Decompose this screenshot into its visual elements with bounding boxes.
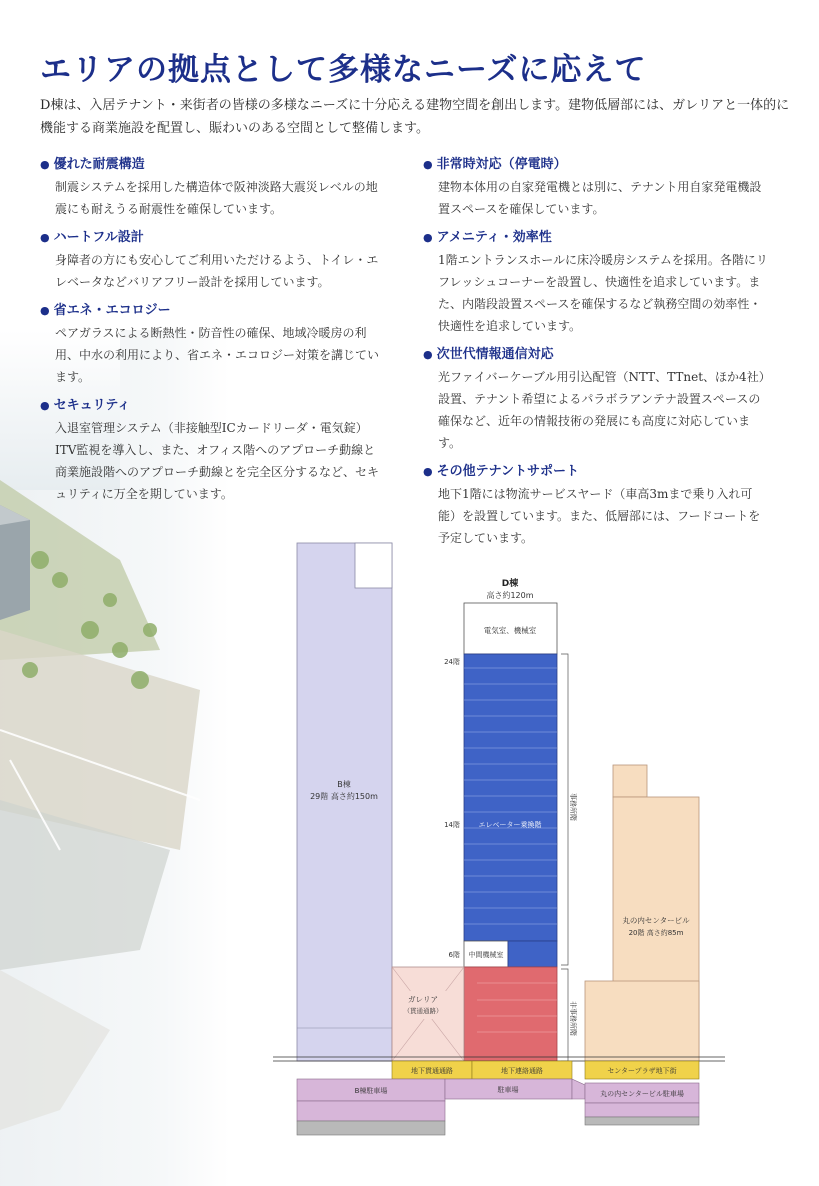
elevator-transfer-label: エレベーター乗換階 <box>478 821 542 829</box>
mid-machine-room-label: 中間機械室 <box>468 951 504 959</box>
floor-bracket-annotations <box>561 654 568 1061</box>
feature-body: 身障者の方にも安心してご利用いただけるよう、トイレ・エレベータなどバリアフリー設計を採用しています。 <box>55 253 379 289</box>
galleria <box>392 967 464 1061</box>
bullet-icon: ● <box>40 399 50 412</box>
galleria-label: ガレリア <box>408 995 438 1004</box>
feature-heading: ● 省エネ・エコロジー <box>40 303 171 318</box>
d-building-height-label: 高さ約120m <box>486 591 534 600</box>
feature-heading: ● 非常時対応（停電時） <box>423 157 567 172</box>
bullet-icon: ● <box>423 465 433 478</box>
feature-telecom <box>423 345 768 454</box>
intro-paragraph: D棟は、入居テナント・来街者の皆様の多様なニーズに十分応える建物空間を創出します。建物低層部には、ガレリアと一体的に機能する商業施設を配置し、賑わいのある空間として整備します。 <box>40 98 790 136</box>
feature-emergency <box>423 155 768 220</box>
bullet-icon: ● <box>40 158 50 171</box>
floor-24-label: 24階 <box>444 658 460 666</box>
feature-body: 地下1階には物流サービスヤード（車高3mまで乗り入れ可能）を設置しています。また、低層部には、フードコートを予定しています。 <box>438 487 761 545</box>
page-title: エリアの拠点として多様なニーズに応えて <box>40 52 647 88</box>
feature-body: 入退室管理システム（非接触型ICカードリーダ・電気錠）ITV監視を導入し、また、オフィス階へのアプローチ動線と商業施設階へのアプローチ動線とを完全区分するなど、セキュリティに万全を期しています。 <box>55 421 380 501</box>
non-office-floors-label: 非事務所階 <box>569 1001 577 1036</box>
parking-levels <box>297 1079 699 1121</box>
feature-body: 1階エントランスホールに床冷暖房システムを採用。各階にリフレッシュコーナーを設置し、快適性を追求しています。また、内階段設置スペースを確保するなど執務空間の効率性・快適性を追求しています。 <box>438 253 768 333</box>
marunouchi-center-building <box>585 765 699 1061</box>
feature-heartful <box>40 228 385 293</box>
d-building-label: D棟 <box>501 579 519 589</box>
machine-room-label: 電気室、機械室 <box>483 626 537 635</box>
b-building-label: B棟 <box>337 780 351 789</box>
underground-through-label: 地下貫通通路 <box>411 1067 453 1075</box>
feature-heading: ● ハートフル設計 <box>40 230 144 245</box>
feature-security <box>40 396 385 505</box>
feature-amenity <box>423 228 768 337</box>
feature-body: 制震システムを採用した構造体で阪神淡路大震災レベルの地震にも耐えうる耐震性を確保しています。 <box>55 180 378 216</box>
floor-6-label: 6階 <box>448 951 460 959</box>
bullet-icon: ● <box>40 304 50 317</box>
feature-body: ペアガラスによる断熱性・防音性の確保、地域冷暖房の利用、中水の利用により、省エネ・エコロジー対策を講じています。 <box>55 326 380 384</box>
d-building <box>453 577 557 1061</box>
floor-14-label: 14階 <box>444 821 460 829</box>
bullet-icon: ● <box>423 231 433 244</box>
feature-seismic <box>40 155 385 220</box>
parking-label: 駐車場 <box>497 1086 519 1094</box>
bullet-icon: ● <box>423 348 433 361</box>
features-right-column <box>423 155 768 557</box>
features-left-column <box>40 155 385 513</box>
center-plaza-label: センタープラザ地下街 <box>607 1067 677 1075</box>
office-floors-label: 事務所階 <box>569 793 577 821</box>
feature-heading: ● その他テナントサポート <box>423 464 579 479</box>
floor-markers <box>444 657 460 959</box>
building-section-diagram <box>265 535 745 1145</box>
underground-link-label: 地下連絡通路 <box>501 1067 543 1075</box>
feature-heading: ● 次世代情報通信対応 <box>423 347 554 362</box>
bullet-icon: ● <box>40 231 50 244</box>
feature-body: 建物本体用の自家発電機とは別に、テナント用自家発電機設置スペースを確保しています。 <box>438 180 762 216</box>
feature-heading: ● セキュリティ <box>40 398 131 413</box>
underground-passages <box>392 1061 699 1079</box>
feature-heading: ● アメニティ・効率性 <box>423 230 552 245</box>
feature-eco <box>40 301 385 388</box>
marunouchi-parking-label: 丸の内センタービル駐車場 <box>600 1090 684 1098</box>
marunouchi-label: 丸の内センタービル <box>622 916 690 925</box>
galleria-sub-label: （貫通通路） <box>403 1007 443 1015</box>
b-parking-label: B棟駐車場 <box>354 1087 388 1095</box>
b-building <box>297 543 392 1061</box>
marunouchi-height-label: 20階 高さ約85m <box>628 929 684 937</box>
b-building-height-label: 29階 高さ約150m <box>310 792 378 801</box>
feature-heading: ● 優れた耐震構造 <box>40 157 145 172</box>
bullet-icon: ● <box>423 158 433 171</box>
feature-body: 光ファイバーケーブル用引込配管（NTT、TTnet、ほか4社）設置、テナント希望によるパラボラアンテナ設置スペースの確保など、近年の情報技術の発展にも高度に対応しています。 <box>438 370 765 450</box>
